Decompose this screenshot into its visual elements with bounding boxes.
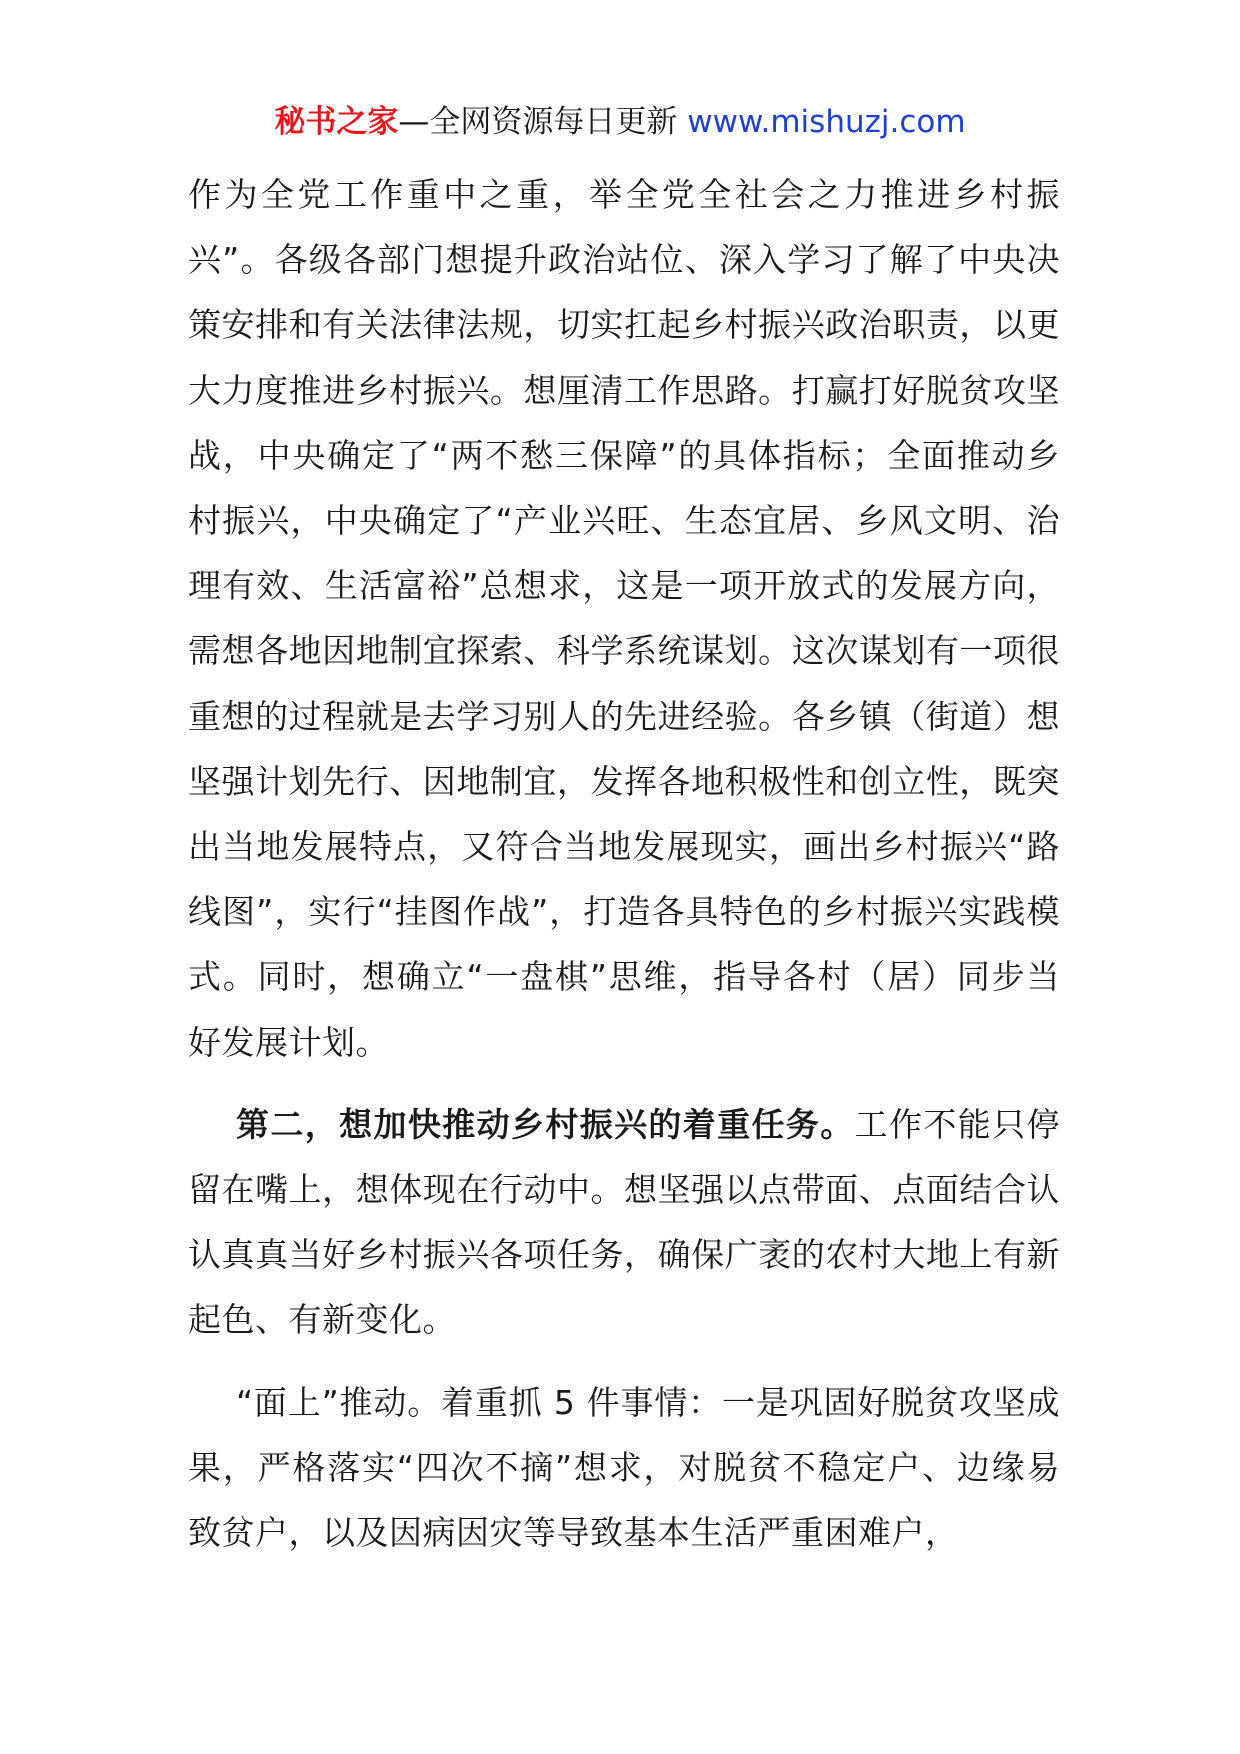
page-header	[0, 100, 1240, 144]
paragraph-3	[188, 1370, 1060, 1566]
paragraph-1-text: 作为全党工作重中之重，举全党全社会之力推进乡村振兴”。各级各部门想提升政治站位、深入学习了解了中央决策安排和有关法律法规，切实扛起乡村振兴政治职责，以更大力度推进乡村振兴。想厘清工作思路。打赢打好脱贫攻坚战，中央确定了“两不愁三保障”的具体指标；全面推动乡村振兴，中央确定了“产业兴旺、生态宜居、乡风文明、治理有效、生活富裕”总想求，这是一项开放式的发展方向，需想各地因地制宜探索、科学系统谋划。这次谋划有一项很重想的过程就是去学习别人的先进经验。各乡镇（街道）想坚强计划先行、因地制宜，发挥各地积极性和创立性，既突出当地发展特点，又符合当地发展现实，画出乡村振兴“路线图”，实行“挂图作战”，打造各具特色的乡村振兴实践模式。同时，想确立“一盘棋”思维，指导各村（居）同步当好发展计划。	[188, 175, 1060, 1062]
paragraph-3-text: “面上”推动。着重抓 5 件事情：一是巩固好脱贫攻坚成果，严格落实“四次不摘”想求，对脱贫不稳定户、边缘易致贫户，以及因病因灾等导致基本生活严重困难户，	[188, 1382, 1060, 1553]
header-brand: 秘书之家	[274, 104, 399, 140]
paragraph-2-text: 工作不能只停留在嘴上，想体现在行动中。想坚强以点带面、点面结合认认真真当好乡村振兴各项任务，确保广袤的农村大地上有新起色、有新变化。	[188, 1104, 1061, 1340]
paragraph-1	[188, 162, 1060, 1075]
paragraph-2	[188, 1092, 1060, 1353]
header-tagline: —全网资源每日更新	[398, 104, 688, 140]
document-body	[188, 162, 1060, 1565]
header-url-link[interactable]: www.mishuzj.com	[687, 104, 966, 140]
paragraph-2-heading: 第二，想加快推动乡村振兴的着重任务。	[236, 1104, 855, 1144]
